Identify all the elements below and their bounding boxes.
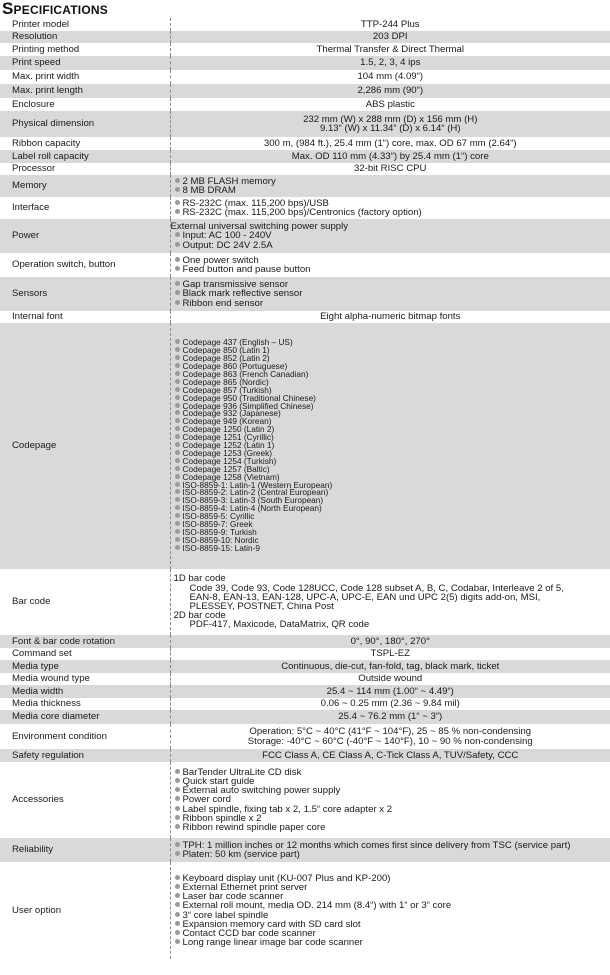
barcode-2d-heading: 2D bar code — [173, 611, 226, 621]
spec-label: Bar code — [12, 596, 51, 608]
spec-value — [170, 648, 610, 660]
list-item-text: Quick start guide — [182, 775, 255, 787]
spec-value — [170, 18, 610, 31]
spec-label: Interface — [12, 202, 50, 214]
bullet-icon — [175, 545, 180, 550]
bullet-icon — [175, 200, 180, 205]
list-item-text: BarTender UltraLite CD disk — [182, 766, 302, 778]
list-item — [171, 542, 610, 553]
list-item-text: Codepage 852 (Latin 2) — [182, 353, 270, 364]
bullet-icon — [175, 884, 180, 889]
list-item-text: External Ethernet print server — [182, 881, 308, 893]
list-item-text: Codepage 1251 (Cyrillic) — [182, 432, 274, 443]
list-item-text: Power cord — [182, 794, 232, 806]
list-item — [171, 265, 610, 274]
bullet-icon — [175, 410, 180, 415]
spec-line: Outside wound — [358, 674, 423, 684]
barcode-2d-line: PDF-417, Maxicode, DataMatrix, QR code — [189, 620, 370, 630]
spec-row — [0, 862, 610, 959]
spec-row — [0, 762, 610, 838]
bullet-icon — [175, 537, 180, 542]
bullet-icon — [175, 489, 180, 494]
bullet-icon — [175, 426, 180, 431]
bullet-icon — [175, 466, 180, 471]
bullet-icon — [175, 403, 180, 408]
barcode-1d-line: PLESSEY, POSTNET, China Post — [189, 602, 334, 612]
spec-label: Max. print width — [12, 71, 80, 83]
spec-value — [170, 660, 610, 673]
bullet-icon — [175, 769, 180, 774]
list-item-text: Ribbon rewind spindle paper core — [182, 822, 326, 833]
spec-label: Processor — [12, 163, 56, 175]
bullet-icon — [175, 893, 180, 898]
list-item-text: Gap transmissive sensor — [182, 279, 289, 291]
spec-line: External universal switching power supply — [170, 222, 349, 232]
list-item-text: Codepage 863 (French Canadian) — [182, 368, 309, 379]
spec-line: TSPL-EZ — [370, 649, 410, 659]
spec-value — [170, 111, 610, 137]
spec-row — [0, 219, 610, 253]
bullet-icon — [175, 505, 180, 510]
bullet-icon — [175, 851, 180, 856]
bullet-icon — [175, 474, 180, 479]
spec-value — [170, 685, 610, 698]
spec-row — [0, 698, 610, 710]
spec-label: Memory — [0, 175, 170, 197]
spec-label: Internal font — [12, 311, 63, 323]
list-item-text: RS-232C (max. 115,200 bps)/Centronics (factory option) — [182, 207, 422, 218]
list-item — [171, 177, 610, 186]
bullet-icon — [175, 513, 180, 518]
bullet-icon — [175, 418, 180, 423]
bullet-icon — [175, 902, 180, 907]
page-title: Specifications — [2, 0, 108, 18]
spec-label: Environment condition — [12, 730, 107, 742]
bullet-icon — [175, 521, 180, 526]
bullet-icon — [175, 187, 180, 192]
spec-row — [0, 673, 610, 685]
spec-value — [170, 277, 610, 311]
spec-row — [0, 111, 610, 137]
list-item-text: ISO-8859-5: Cyrillic — [182, 511, 255, 522]
spec-row — [0, 163, 610, 175]
spec-row — [0, 18, 610, 31]
spec-value — [170, 31, 610, 43]
bullet-icon — [175, 339, 180, 344]
spec-value — [170, 43, 610, 56]
spec-table — [0, 18, 610, 959]
list-item-text: Codepage 1250 (Latin 2) — [182, 424, 275, 435]
list-item-text: Black mark reflective sensor — [182, 288, 303, 300]
spec-row — [0, 660, 610, 673]
list-item-text: Expansion memory card with SD card slot — [182, 918, 361, 930]
spec-row — [0, 277, 610, 311]
bullet-icon — [175, 787, 180, 792]
spec-value — [170, 137, 610, 150]
spec-label: Print speed — [0, 56, 170, 70]
bullet-icon — [175, 796, 180, 801]
spec-value — [170, 84, 610, 98]
list-item-text: Input: AC 100 - 240V — [182, 230, 272, 242]
spec-row — [0, 70, 610, 84]
spec-row — [0, 150, 610, 163]
bullet-icon — [175, 921, 180, 926]
barcode-1d-line: Code 39, Code 93, Code 128UCC, Code 128 subset A, B, C, Codabar, Interleave 2 of 5, — [189, 583, 564, 593]
spec-label: Media width — [0, 685, 170, 698]
spec-label: Label roll capacity — [0, 150, 170, 163]
spec-label: Reliability — [0, 838, 170, 862]
list-item-text: Codepage 1258 (Vietnam) — [182, 471, 280, 482]
list-item-text: Output: DC 24V 2.5A — [182, 239, 273, 251]
spec-value — [170, 56, 610, 70]
spec-value — [170, 698, 610, 710]
bullet-icon — [175, 242, 180, 247]
spec-row — [0, 98, 610, 111]
spec-label: Command set — [12, 648, 72, 660]
spec-label: Font & bar code rotation — [0, 635, 170, 648]
list-item-text: Codepage 936 (Simplified Chinese) — [182, 400, 314, 411]
bullet-icon — [175, 290, 180, 295]
list-item-text: ISO-8859-7: Greek — [182, 519, 253, 530]
spec-label: Resolution — [0, 31, 170, 43]
spec-value — [170, 673, 610, 685]
list-item-text: 3“ core label spindle — [182, 909, 269, 921]
list-item-text: ISO-8859-3: Latin-3 (South European) — [182, 495, 324, 506]
spec-row — [0, 323, 610, 569]
spec-line: 25.4 ~ 114 mm (1.00“ ~ 4.49“) — [326, 686, 454, 697]
spec-row — [0, 710, 610, 724]
spec-row — [0, 84, 610, 98]
list-item-text: Codepage 865 (Nordic) — [182, 376, 269, 387]
spec-value — [170, 311, 610, 323]
spec-label: Media thickness — [12, 698, 81, 710]
spec-row — [0, 43, 610, 56]
spec-label: Sensors — [0, 277, 170, 311]
list-item — [171, 186, 610, 195]
spec-line: 104 mm (4.09“) — [357, 72, 424, 82]
list-item — [171, 786, 610, 795]
spec-line: 9.13“ (W) x 11.34“ (D) x 6.14“ (H) — [319, 124, 461, 134]
list-item-text: Codepage 950 (Traditional Chinese) — [182, 392, 316, 403]
spec-value — [170, 323, 610, 569]
list-item-text: Platen: 50 km (service part) — [182, 849, 300, 860]
bullet-icon — [175, 355, 180, 360]
bullet-icon — [175, 912, 180, 917]
list-item-text: External auto switching power supply — [182, 785, 341, 797]
list-item-text: Codepage 1254 (Turkish) — [182, 455, 277, 466]
list-item-text: Label spindle, fixing tab x 2, 1.5“ core adapter x 2 — [182, 803, 393, 815]
spec-line: TTP-244 Plus — [360, 19, 420, 30]
bullet-icon — [175, 434, 180, 439]
spec-row — [0, 635, 610, 648]
list-item-text: Codepage 850 (Latin 1) — [182, 345, 270, 356]
bullet-icon — [175, 300, 180, 305]
bullet-icon — [175, 281, 180, 286]
spec-line: 203 DPI — [372, 32, 408, 42]
barcode-1d-line: EAN-8, EAN-13, EAN-128, UPC-A, UPC-E, EAN und UPC 2(5) digits add-on, MSI, — [189, 592, 541, 602]
list-item-text: 2 MB FLASH memory — [182, 175, 276, 187]
spec-row — [0, 56, 610, 70]
spec-label: Safety regulation — [0, 749, 170, 762]
spec-line: 2,286 mm (90“) — [357, 86, 424, 96]
list-item-text: Codepage 860 (Portuguese) — [182, 360, 288, 371]
list-item-text: Codepage 1253 (Greek) — [182, 447, 272, 458]
list-item-text: ISO-8859-10: Nordic — [182, 534, 259, 545]
spec-label: Enclosure — [12, 98, 55, 110]
spec-line: Thermal Transfer & Direct Thermal — [316, 44, 464, 55]
spec-label: Ribbon capacity — [12, 137, 81, 149]
list-item-text: Codepage 857 (Turkish) — [182, 384, 272, 395]
list-item-text: ISO-8859-2: Latin-2 (Central European) — [182, 487, 329, 498]
spec-line: 0.06 ~ 0.25 mm (2.36 ~ 9.84 mil) — [320, 699, 460, 709]
bullet-icon — [175, 379, 180, 384]
list-item — [171, 850, 610, 859]
bullet-icon — [175, 395, 180, 400]
list-item-text: Ribbon end sensor — [182, 297, 264, 309]
bullet-icon — [175, 371, 180, 376]
spec-label: Media core diameter — [0, 710, 170, 724]
list-item — [171, 208, 610, 217]
spec-label: Media wound type — [12, 673, 90, 685]
bullet-icon — [175, 824, 180, 829]
bullet-icon — [175, 930, 180, 935]
bullet-icon — [175, 482, 180, 487]
spec-label: Operation switch, button — [12, 259, 116, 271]
spec-value — [170, 724, 610, 749]
list-item-text: Codepage 932 (Japanese) — [182, 408, 281, 419]
spec-row — [0, 311, 610, 323]
list-item-text: External roll mount, media OD. 214 mm (8.4“) with 1“ or 3“ core — [182, 900, 452, 912]
bullet-icon — [175, 266, 180, 271]
spec-row — [0, 569, 610, 635]
spec-line: 0°, 90°, 180°, 270° — [350, 636, 430, 647]
spec-line: Operation: 5°C ~ 40°C (41°F ~ 104°F), 25 ~ 85 % non-condensing — [249, 727, 532, 737]
spec-value — [170, 163, 610, 175]
barcode-1d-heading: 1D bar code — [173, 574, 226, 584]
bullet-icon — [175, 939, 180, 944]
spec-line: 32-bit RISC CPU — [353, 164, 427, 174]
list-item — [171, 938, 610, 947]
spec-label: Power — [0, 219, 170, 253]
spec-value — [170, 197, 610, 219]
spec-label: Printer model — [12, 18, 70, 30]
spec-value — [170, 98, 610, 111]
bullet-icon — [175, 529, 180, 534]
list-item-text: ISO-8859-15: Latin-9 — [182, 542, 260, 553]
spec-value — [170, 175, 610, 197]
spec-label: Codepage — [0, 323, 170, 569]
spec-value — [170, 862, 610, 959]
spec-row — [0, 253, 610, 277]
spec-row — [0, 648, 610, 660]
list-item-text: Codepage 1252 (Latin 1) — [182, 440, 275, 451]
list-item-text: Laser bar code scanner — [182, 891, 284, 903]
list-item-text: Long range linear image bar code scanner — [182, 937, 363, 949]
list-item-text: 8 MB DRAM — [182, 185, 236, 196]
spec-line: FCC Class A, CE Class A, C-Tick Class A, TUV/Safety, CCC — [262, 750, 519, 761]
bullet-icon — [175, 815, 180, 820]
bullet-icon — [175, 458, 180, 463]
spec-row — [0, 137, 610, 150]
list-item — [171, 823, 610, 832]
spec-value — [170, 253, 610, 277]
bullet-icon — [175, 347, 180, 352]
spec-value — [170, 710, 610, 724]
list-item-text: RS-232C (max. 115,200 bps)/USB — [182, 197, 329, 209]
list-item-text: ISO-8859-9: Turkish — [182, 527, 257, 538]
bullet-icon — [175, 778, 180, 783]
list-item-text: ISO-8859-4: Latin-4 (North European) — [182, 503, 322, 514]
spec-row — [0, 175, 610, 197]
spec-row — [0, 749, 610, 762]
bullet-icon — [175, 232, 180, 237]
spec-row — [0, 685, 610, 698]
spec-value — [170, 749, 610, 762]
spec-row — [0, 724, 610, 749]
spec-line: ABS plastic — [365, 99, 415, 110]
spec-row — [0, 31, 610, 43]
list-item-text: Codepage 1257 (Baltic) — [182, 463, 270, 474]
list-item — [171, 241, 610, 250]
spec-value — [170, 70, 610, 84]
spec-value — [170, 838, 610, 862]
spec-line: 1.5, 2, 3, 4 ips — [360, 58, 421, 68]
spec-label: User option — [12, 904, 62, 916]
list-item-text: Keyboard display unit (KU-007 Plus and KP-200) — [182, 872, 391, 884]
bullet-icon — [175, 497, 180, 502]
bullet-icon — [175, 363, 180, 368]
spec-value — [170, 762, 610, 838]
list-item-text: One power switch — [182, 254, 259, 266]
bullet-icon — [175, 257, 180, 262]
list-item-text: ISO-8859-1: Latin-1 (Western European) — [182, 479, 333, 490]
bullet-icon — [175, 875, 180, 880]
bullet-icon — [175, 842, 180, 847]
bullet-icon — [175, 387, 180, 392]
spec-line: 300 m, (984 ft.), 25.4 mm (1“) core, max. OD 67 mm (2.64“) — [263, 138, 517, 149]
spec-line: Eight alpha-numeric bitmap fonts — [320, 312, 461, 322]
spec-label: Physical dimension — [0, 111, 170, 137]
spec-value — [170, 635, 610, 648]
spec-line: Storage: -40°C ~ 60°C (-40°F ~ 140°F), 10 ~ 90 % non-condensing — [247, 736, 533, 746]
spec-line: 232 mm (W) x 288 mm (D) x 156 mm (H) — [303, 114, 478, 124]
list-item-text: Ribbon spindle x 2 — [182, 812, 262, 824]
spec-row — [0, 197, 610, 219]
list-item-text: Codepage 949 (Korean) — [182, 416, 272, 427]
spec-value — [170, 219, 610, 253]
list-item-text: Feed button and pause button — [182, 264, 311, 275]
spec-value — [170, 569, 610, 635]
list-item-text: Contact CCD bar code scanner — [182, 927, 316, 939]
spec-label: Media type — [0, 660, 170, 673]
spec-value — [170, 150, 610, 163]
spec-row — [0, 838, 610, 862]
bullet-icon — [175, 442, 180, 447]
bullet-icon — [175, 806, 180, 811]
bullet-icon — [175, 209, 180, 214]
spec-line: 25.4 ~ 76.2 mm (1“ ~ 3“) — [338, 712, 443, 722]
spec-line: Max. OD 110 mm (4.33“) by 25.4 mm (1“) core — [291, 151, 489, 162]
spec-label: Accessories — [12, 794, 64, 806]
bullet-icon — [175, 450, 180, 455]
spec-label: Printing method — [12, 43, 80, 55]
list-item — [171, 299, 610, 308]
bullet-icon — [175, 178, 180, 183]
list-item-text: TPH: 1 million inches or 12 months which comes first since delivery from TSC (service part) — [182, 839, 571, 851]
list-item-text: Codepage 437 (English – US) — [182, 337, 293, 348]
spec-line: Continuous, die-cut, fan-fold, tag, black mark, ticket — [281, 661, 500, 672]
spec-label: Max. print length — [0, 84, 170, 98]
